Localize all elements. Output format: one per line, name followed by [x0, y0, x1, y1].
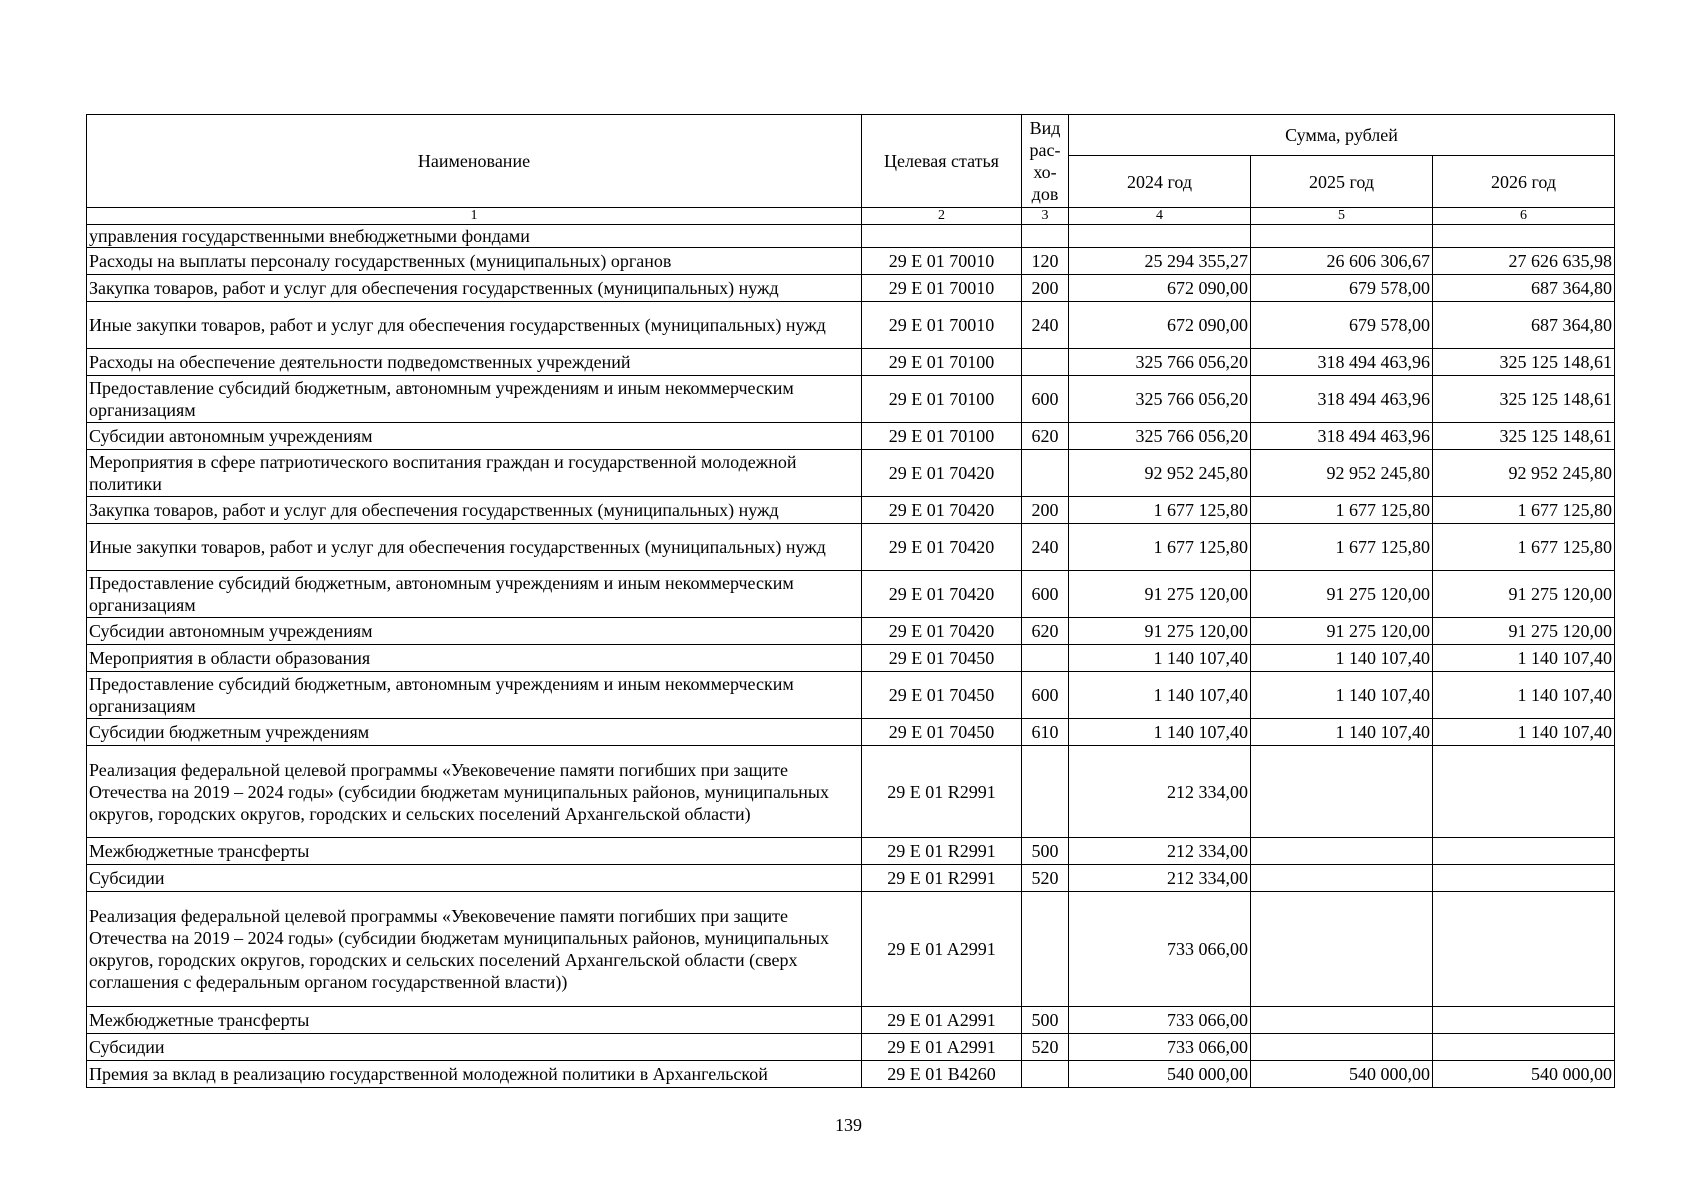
column-number: 5 [1251, 208, 1433, 225]
cell-name: Мероприятия в сфере патриотического воспитания граждан и государственной молодежной политики [87, 450, 862, 497]
budget-table [86, 114, 1615, 1088]
cell-kind [1022, 746, 1069, 838]
cell-code: 29 E 01 A2991 [862, 1034, 1022, 1061]
cell-s2024: 212 334,00 [1069, 865, 1251, 892]
cell-kind: 200 [1022, 275, 1069, 302]
cell-s2024: 1 677 125,80 [1069, 524, 1251, 571]
cell-s2026 [1433, 838, 1615, 865]
cell-s2025 [1251, 1007, 1433, 1034]
cell-name: Реализация федеральной целевой программы «Увековечение памяти погибших при защите Отечества на 2019 – 2024 годы» (субсидии бюджетам муниципальных районов, муниципальных округов, городских округов, городских и сельских поселений Архангельской области (сверх соглашения с федеральным органом государственной власти)) [87, 892, 862, 1007]
cell-s2024: 733 066,00 [1069, 1007, 1251, 1034]
cell-kind: 620 [1022, 618, 1069, 645]
cell-s2024: 672 090,00 [1069, 302, 1251, 349]
cell-s2026: 325 125 148,61 [1433, 349, 1615, 376]
cell-name: Иные закупки товаров, работ и услуг для обеспечения государственных (муниципальных) нужд [87, 302, 862, 349]
cell-kind: 240 [1022, 302, 1069, 349]
cell-kind: 520 [1022, 1034, 1069, 1061]
cell-s2024: 733 066,00 [1069, 892, 1251, 1007]
cell-code: 29 E 01 70450 [862, 672, 1022, 719]
cell-kind [1022, 645, 1069, 672]
cell-s2025 [1251, 225, 1433, 248]
cell-s2025: 540 000,00 [1251, 1061, 1433, 1088]
cell-s2026 [1433, 865, 1615, 892]
cell-s2026 [1433, 746, 1615, 838]
cell-name: Субсидии [87, 1034, 862, 1061]
column-number: 3 [1022, 208, 1069, 225]
cell-s2026 [1433, 1034, 1615, 1061]
cell-s2024: 325 766 056,20 [1069, 376, 1251, 423]
column-number: 2 [862, 208, 1022, 225]
cell-code: 29 E 01 70100 [862, 423, 1022, 450]
header-year-2024: 2024 год [1069, 156, 1251, 208]
table-row [87, 524, 1615, 571]
cell-s2026: 91 275 120,00 [1433, 618, 1615, 645]
cell-s2024: 212 334,00 [1069, 746, 1251, 838]
header-name: Наименование [87, 115, 862, 208]
cell-code: 29 E 01 70100 [862, 376, 1022, 423]
table-row [87, 1061, 1615, 1088]
cell-kind: 520 [1022, 865, 1069, 892]
cell-code: 29 E 01 70450 [862, 645, 1022, 672]
cell-s2024: 25 294 355,27 [1069, 248, 1251, 275]
table-row [87, 618, 1615, 645]
cell-code: 29 E 01 70010 [862, 248, 1022, 275]
cell-s2026: 540 000,00 [1433, 1061, 1615, 1088]
cell-name: Премия за вклад в реализацию государственной молодежной политики в Архангельской [87, 1061, 862, 1088]
table-row [87, 497, 1615, 524]
header-year-2025: 2025 год [1251, 156, 1433, 208]
cell-s2026: 91 275 120,00 [1433, 571, 1615, 618]
cell-name: управления государственными внебюджетными фондами [87, 225, 862, 248]
cell-kind [1022, 225, 1069, 248]
cell-kind: 610 [1022, 719, 1069, 746]
table-row [87, 719, 1615, 746]
cell-s2024: 91 275 120,00 [1069, 571, 1251, 618]
cell-name: Субсидии автономным учреждениям [87, 423, 862, 450]
cell-s2026: 1 677 125,80 [1433, 524, 1615, 571]
cell-code: 29 E 01 70420 [862, 571, 1022, 618]
cell-s2024: 91 275 120,00 [1069, 618, 1251, 645]
column-number: 6 [1433, 208, 1615, 225]
cell-s2026: 27 626 635,98 [1433, 248, 1615, 275]
cell-s2024 [1069, 225, 1251, 248]
cell-s2026: 687 364,80 [1433, 302, 1615, 349]
table-row [87, 302, 1615, 349]
cell-s2026: 1 677 125,80 [1433, 497, 1615, 524]
cell-s2025 [1251, 892, 1433, 1007]
table-row [87, 423, 1615, 450]
cell-code: 29 E 01 70420 [862, 450, 1022, 497]
table-row [87, 645, 1615, 672]
cell-s2026: 1 140 107,40 [1433, 672, 1615, 719]
column-number: 4 [1069, 208, 1251, 225]
cell-code: 29 E 01 R2991 [862, 865, 1022, 892]
table-header [87, 115, 1615, 225]
cell-s2025: 318 494 463,96 [1251, 349, 1433, 376]
table-row [87, 746, 1615, 838]
cell-s2025 [1251, 838, 1433, 865]
cell-s2026: 92 952 245,80 [1433, 450, 1615, 497]
cell-s2026 [1433, 1007, 1615, 1034]
cell-s2024: 325 766 056,20 [1069, 423, 1251, 450]
cell-s2025: 1 140 107,40 [1251, 672, 1433, 719]
cell-name: Реализация федеральной целевой программы «Увековечение памяти погибших при защите Отечества на 2019 – 2024 годы» (субсидии бюджетам муниципальных районов, муниципальных округов, городских округов, городских и сельских поселений Архангельской области) [87, 746, 862, 838]
cell-s2024: 92 952 245,80 [1069, 450, 1251, 497]
table-row [87, 571, 1615, 618]
cell-code: 29 E 01 R2991 [862, 838, 1022, 865]
header-target: Целевая статья [862, 115, 1022, 208]
cell-kind: 200 [1022, 497, 1069, 524]
cell-code: 29 E 01 R2991 [862, 746, 1022, 838]
cell-name: Расходы на обеспечение деятельности подведомственных учреждений [87, 349, 862, 376]
cell-s2026: 325 125 148,61 [1433, 376, 1615, 423]
cell-s2024: 540 000,00 [1069, 1061, 1251, 1088]
cell-name: Субсидии автономным учреждениям [87, 618, 862, 645]
table-row [87, 376, 1615, 423]
table-row [87, 1034, 1615, 1061]
cell-kind [1022, 349, 1069, 376]
cell-name: Закупка товаров, работ и услуг для обеспечения государственных (муниципальных) нужд [87, 275, 862, 302]
cell-s2025: 91 275 120,00 [1251, 618, 1433, 645]
cell-kind: 500 [1022, 1007, 1069, 1034]
cell-code: 29 E 01 A2991 [862, 892, 1022, 1007]
header-kind: Вид рас-хо-дов [1022, 115, 1069, 208]
cell-s2025: 1 677 125,80 [1251, 497, 1433, 524]
cell-code: 29 E 01 70420 [862, 497, 1022, 524]
cell-kind: 600 [1022, 672, 1069, 719]
cell-code: 29 E 01 70010 [862, 302, 1022, 349]
cell-name: Предоставление субсидий бюджетным, автономным учреждениям и иным некоммерческим организациям [87, 672, 862, 719]
cell-s2025: 92 952 245,80 [1251, 450, 1433, 497]
table-row [87, 349, 1615, 376]
cell-code: 29 E 01 70420 [862, 618, 1022, 645]
cell-code: 29 E 01 A2991 [862, 1007, 1022, 1034]
cell-code: 29 E 01 B4260 [862, 1061, 1022, 1088]
cell-kind: 600 [1022, 571, 1069, 618]
cell-kind: 500 [1022, 838, 1069, 865]
table-row [87, 450, 1615, 497]
cell-s2025: 1 140 107,40 [1251, 645, 1433, 672]
cell-s2024: 1 140 107,40 [1069, 645, 1251, 672]
cell-s2025 [1251, 746, 1433, 838]
cell-name: Закупка товаров, работ и услуг для обеспечения государственных (муниципальных) нужд [87, 497, 862, 524]
cell-s2025: 1 140 107,40 [1251, 719, 1433, 746]
cell-s2026: 687 364,80 [1433, 275, 1615, 302]
cell-code: 29 E 01 70450 [862, 719, 1022, 746]
table-row [87, 865, 1615, 892]
cell-s2026: 325 125 148,61 [1433, 423, 1615, 450]
cell-s2026 [1433, 225, 1615, 248]
cell-name: Мероприятия в области образования [87, 645, 862, 672]
cell-kind [1022, 450, 1069, 497]
cell-code: 29 E 01 70420 [862, 524, 1022, 571]
header-year-2026: 2026 год [1433, 156, 1615, 208]
budget-table-container [86, 114, 1614, 1088]
cell-s2026: 1 140 107,40 [1433, 645, 1615, 672]
cell-name: Предоставление субсидий бюджетным, автономным учреждениям и иным некоммерческим организациям [87, 376, 862, 423]
cell-s2026: 1 140 107,40 [1433, 719, 1615, 746]
cell-s2025: 679 578,00 [1251, 275, 1433, 302]
table-row [87, 275, 1615, 302]
cell-kind: 600 [1022, 376, 1069, 423]
cell-s2024: 325 766 056,20 [1069, 349, 1251, 376]
cell-s2024: 672 090,00 [1069, 275, 1251, 302]
cell-s2025: 318 494 463,96 [1251, 376, 1433, 423]
cell-s2025: 318 494 463,96 [1251, 423, 1433, 450]
table-row [87, 672, 1615, 719]
table-row [87, 838, 1615, 865]
column-number: 1 [87, 208, 862, 225]
table-row [87, 1007, 1615, 1034]
cell-name: Расходы на выплаты персоналу государственных (муниципальных) органов [87, 248, 862, 275]
cell-kind [1022, 1061, 1069, 1088]
header-sum-group: Сумма, рублей [1069, 115, 1615, 156]
cell-s2024: 212 334,00 [1069, 838, 1251, 865]
cell-s2025 [1251, 865, 1433, 892]
cell-s2024: 1 677 125,80 [1069, 497, 1251, 524]
cell-s2025: 679 578,00 [1251, 302, 1433, 349]
cell-name: Межбюджетные трансферты [87, 838, 862, 865]
cell-name: Субсидии бюджетным учреждениям [87, 719, 862, 746]
cell-kind: 120 [1022, 248, 1069, 275]
cell-s2025 [1251, 1034, 1433, 1061]
cell-s2026 [1433, 892, 1615, 1007]
cell-code: 29 E 01 70010 [862, 275, 1022, 302]
table-row [87, 225, 1615, 248]
cell-s2025: 91 275 120,00 [1251, 571, 1433, 618]
cell-s2024: 1 140 107,40 [1069, 672, 1251, 719]
cell-code [862, 225, 1022, 248]
cell-s2025: 26 606 306,67 [1251, 248, 1433, 275]
cell-name: Иные закупки товаров, работ и услуг для обеспечения государственных (муниципальных) нужд [87, 524, 862, 571]
table-row [87, 248, 1615, 275]
cell-name: Межбюджетные трансферты [87, 1007, 862, 1034]
table-row [87, 892, 1615, 1007]
cell-kind: 620 [1022, 423, 1069, 450]
cell-name: Субсидии [87, 865, 862, 892]
cell-name: Предоставление субсидий бюджетным, автономным учреждениям и иным некоммерческим организациям [87, 571, 862, 618]
cell-kind: 240 [1022, 524, 1069, 571]
cell-kind [1022, 892, 1069, 1007]
cell-code: 29 E 01 70100 [862, 349, 1022, 376]
table-body [87, 225, 1615, 1088]
cell-s2024: 1 140 107,40 [1069, 719, 1251, 746]
cell-s2025: 1 677 125,80 [1251, 524, 1433, 571]
page-number: 139 [835, 1115, 862, 1135]
cell-s2024: 733 066,00 [1069, 1034, 1251, 1061]
